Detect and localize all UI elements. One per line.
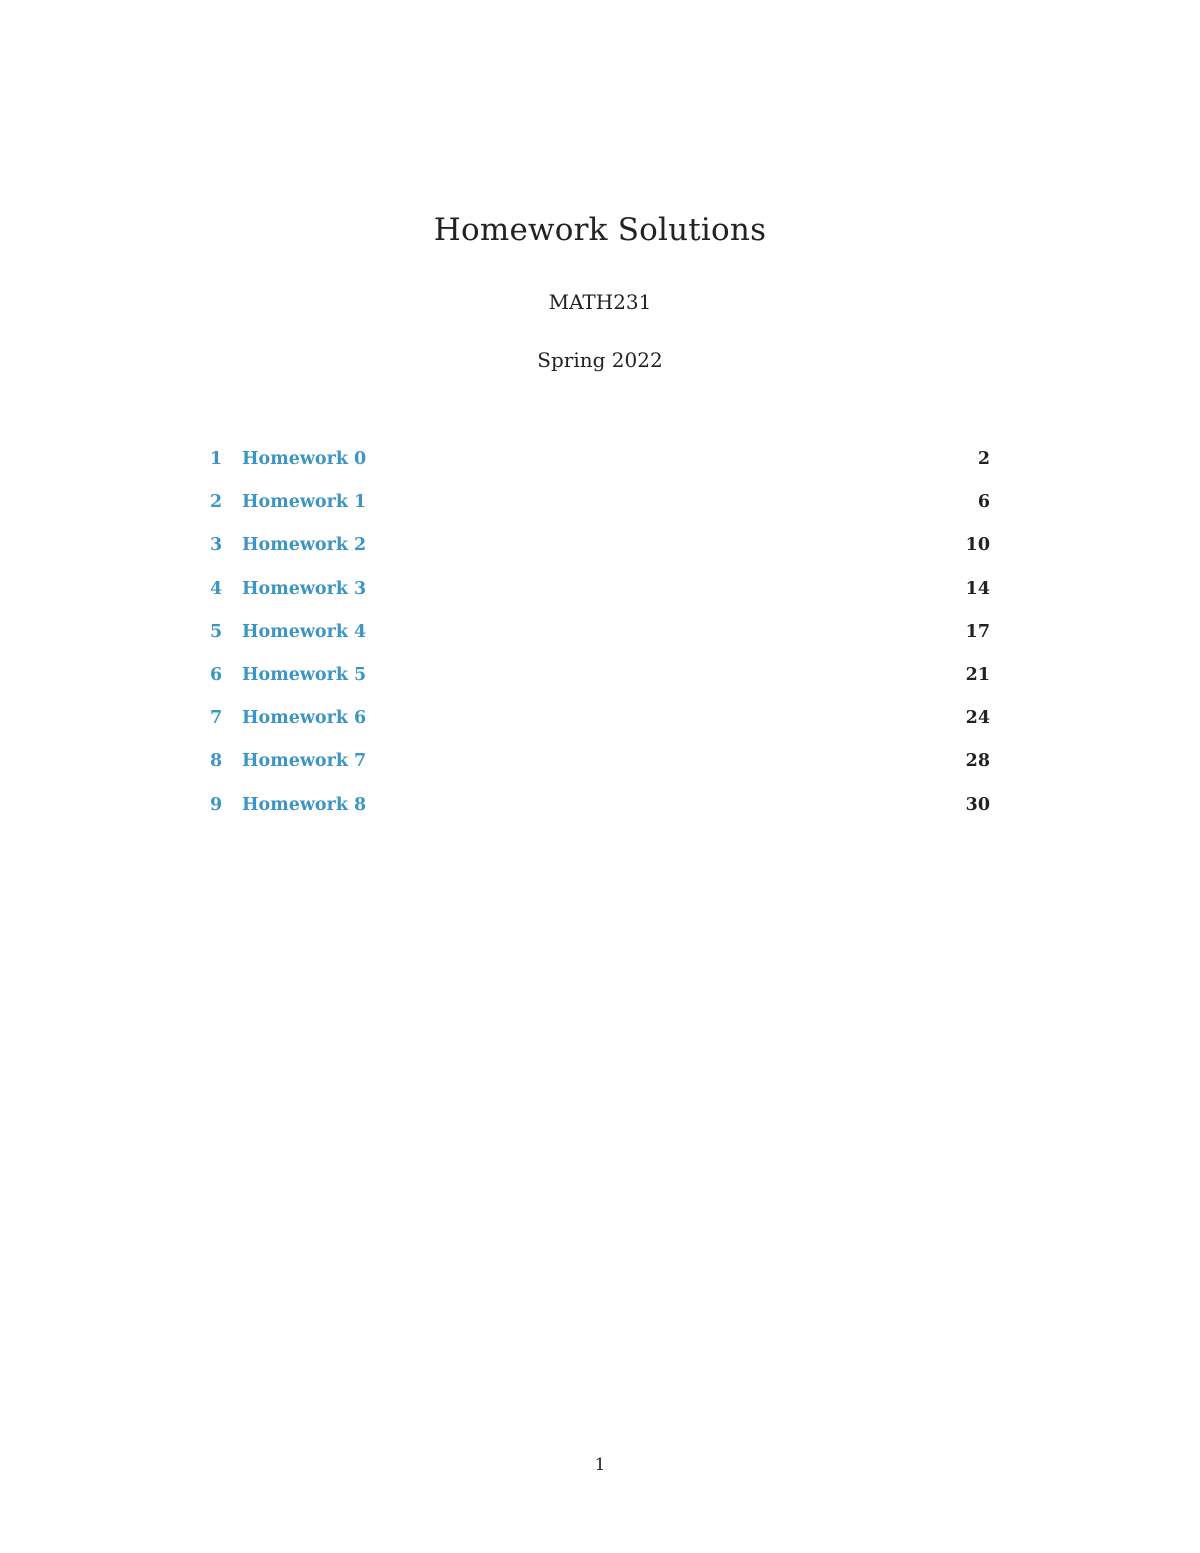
toc-link-homework-4[interactable] — [210, 622, 366, 642]
toc-page-number: 6 — [977, 492, 990, 513]
table-of-contents — [210, 447, 990, 836]
toc-section-number: 1 — [210, 449, 223, 469]
toc-section-title: Homework 3 — [242, 578, 367, 599]
toc-section-number: 7 — [210, 708, 223, 729]
toc-section-title: Homework 8 — [242, 794, 367, 815]
toc-section-title: Homework 6 — [242, 708, 367, 729]
toc-link-homework-1[interactable] — [210, 492, 366, 512]
toc-entry — [210, 749, 990, 792]
toc-section-title: Homework 5 — [242, 664, 367, 685]
toc-section-number: 9 — [210, 794, 223, 815]
toc-link-homework-8[interactable] — [210, 795, 366, 815]
toc-page-number: 10 — [965, 535, 990, 556]
toc-entry — [210, 533, 990, 576]
toc-section-number: 6 — [210, 664, 223, 685]
toc-entry — [210, 577, 990, 620]
toc-link-homework-5[interactable] — [210, 665, 366, 685]
toc-entry — [210, 793, 990, 836]
term: Spring 2022 — [537, 348, 663, 372]
toc-entry — [210, 447, 990, 490]
toc-link-homework-7[interactable] — [210, 751, 366, 771]
toc-section-number: 5 — [210, 621, 223, 642]
toc-section-number: 2 — [210, 492, 223, 513]
toc-entry — [210, 490, 990, 533]
toc-page-number: 28 — [965, 751, 990, 772]
footer-page-number: 1 — [594, 1455, 606, 1475]
toc-section-title: Homework 2 — [242, 535, 367, 556]
toc-page-number: 21 — [965, 664, 990, 685]
toc-page-number: 17 — [965, 621, 990, 642]
toc-link-homework-6[interactable] — [210, 708, 366, 728]
toc-entry — [210, 706, 990, 749]
toc-page-number: 24 — [965, 708, 990, 729]
toc-link-homework-2[interactable] — [210, 535, 366, 555]
toc-page-number: 2 — [977, 449, 990, 469]
toc-section-number: 4 — [210, 578, 223, 599]
toc-entry — [210, 663, 990, 706]
toc-link-homework-0[interactable] — [210, 449, 366, 469]
toc-section-title: Homework 7 — [242, 751, 367, 772]
course-name: MATH231 — [548, 290, 652, 314]
document-title: Homework Solutions — [433, 212, 767, 248]
toc-link-homework-3[interactable] — [210, 579, 366, 599]
toc-section-title: Homework 4 — [242, 621, 367, 642]
toc-page-number: 14 — [965, 578, 990, 599]
toc-section-number: 3 — [210, 535, 223, 556]
toc-entry — [210, 620, 990, 663]
toc-section-number: 8 — [210, 751, 223, 772]
toc-section-title: Homework 1 — [242, 492, 367, 513]
toc-page-number: 30 — [965, 794, 990, 815]
toc-section-title: Homework 0 — [242, 449, 367, 469]
